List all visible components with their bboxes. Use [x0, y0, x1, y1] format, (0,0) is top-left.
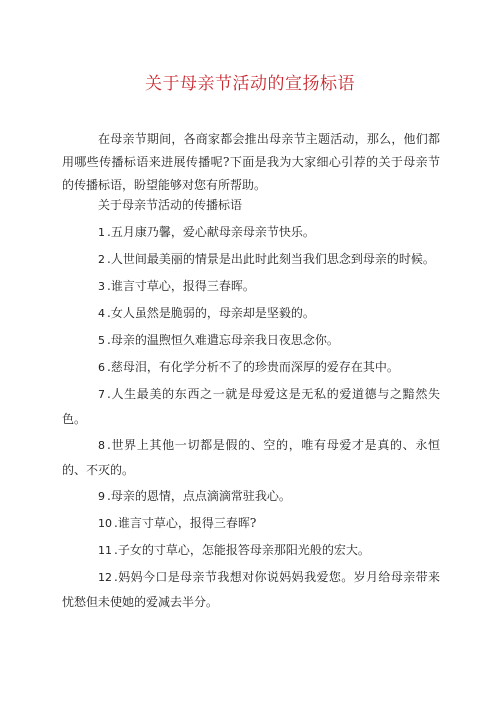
item-number: 2: [98, 253, 105, 266]
list-item: [62, 538, 440, 563]
item-number: 6: [98, 361, 105, 374]
item-text: .世界上其他一切都是假的、空的，唯有母爱才是真的、永恒的、不灭的。: [62, 438, 440, 477]
item-number: 1: [98, 226, 105, 239]
list-item: [62, 274, 440, 299]
list-item: [62, 484, 440, 509]
item-text: .妈妈今口是母亲节我想对你说妈妈我爱您。岁月给母亲带来忧愁但未使她的爱减去半分。: [62, 570, 440, 609]
item-text: .子女的寸草心，怎能报答母亲那阳光般的宏大。: [114, 543, 370, 557]
item-text: .人世间最美丽的情景是出此时此刻当我们思念到母亲的时候。: [107, 252, 435, 266]
list-item: [62, 433, 440, 482]
item-text: .人生最美的东西之一就是母爱这是无私的爱道德与之黯然失色。: [62, 387, 440, 426]
list-item: [62, 220, 440, 245]
list-item: [62, 355, 440, 380]
item-number: 12: [98, 571, 112, 584]
item-number: 8: [98, 439, 105, 452]
item-number: 3: [98, 280, 105, 293]
slogan-list: [62, 220, 440, 616]
list-item: [62, 565, 440, 614]
intro-paragraph: 在母亲节期间，各商家都会推出母亲节主题活动，那么，他们都用哪些传播标语来进展传播呢?下面是我为大家细心引荐的关于母亲节的传播标语，盼望能够对您有所帮助。: [62, 132, 440, 192]
item-text: .女人虽然是脆弱的，母亲却是坚毅的。: [107, 306, 315, 320]
list-item: [62, 247, 440, 272]
item-number: 5: [98, 334, 105, 347]
list-item: [62, 328, 440, 353]
item-text: .母亲的恩情，点点滴滴常驻我心。: [107, 489, 291, 503]
item-number: 9: [98, 490, 105, 503]
list-item: [62, 382, 440, 431]
item-text: .谁言寸草心，报得三春晖。: [107, 279, 255, 293]
item-text: .五月康乃馨，爱心献母亲母亲节快乐。: [107, 225, 315, 239]
list-item: [62, 511, 440, 536]
item-text: .母亲的温煦恒久难遣忘母亲我日夜思念你。: [107, 333, 339, 347]
list-item: [62, 301, 440, 326]
section-subheading: 关于母亲节活动的传播标语: [98, 198, 243, 212]
item-number: 7: [98, 388, 105, 401]
item-number: 4: [98, 307, 105, 320]
item-text: .慈母泪，有化学分析不了的珍贵而深厚的爱存在其中。: [107, 360, 399, 374]
document-title: 关于母亲节活动的宣扬标语: [145, 74, 355, 94]
item-number: 10: [98, 517, 112, 530]
item-number: 11: [98, 544, 112, 557]
item-text: .谁言寸草心，报得三春晖?: [114, 516, 257, 530]
